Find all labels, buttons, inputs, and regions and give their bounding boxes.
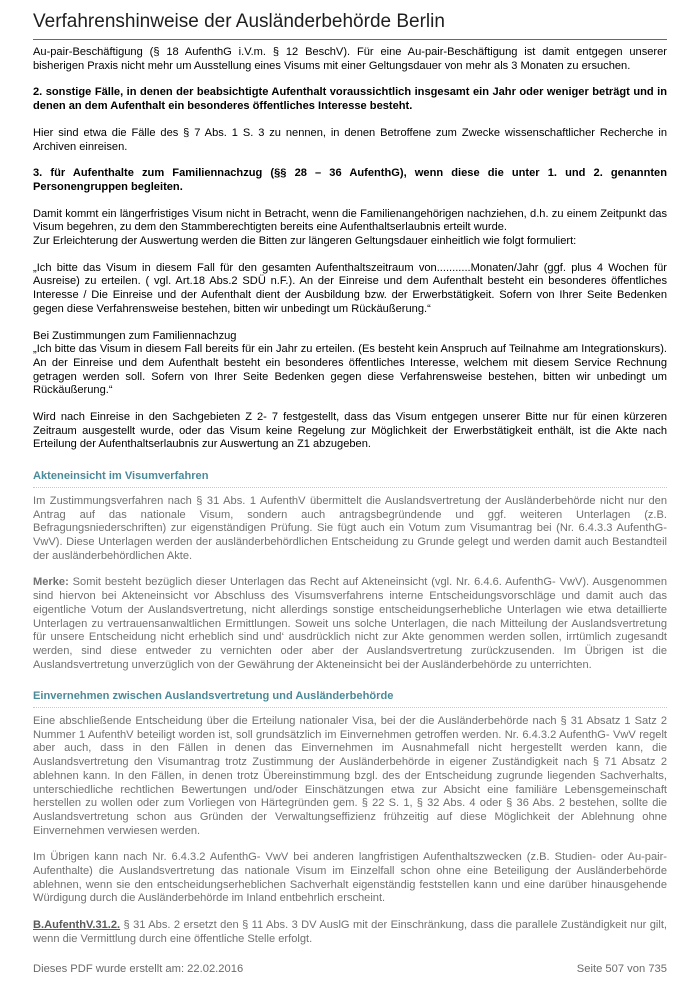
footer-page-number: Seite 507 von 735 xyxy=(576,963,667,975)
paragraph-archive: Hier sind etwa die Fälle des § 7 Abs. 1 S. 3 zu nennen, in denen Betroffene zum Zwecke wissenschaftlicher Recherche in Archiven einreisen. xyxy=(33,126,667,153)
paragraph-formulation: Zur Erleichterung der Auswertung werden die Bitten zur längeren Geltungsdauer einheitlich wie folgt formuliert: xyxy=(33,235,577,248)
paragraph-aufenthv-reference xyxy=(33,919,667,946)
quote-family-request: „Ich bitte das Visum in diesem Fall bereits für ein Jahr zu erteilen. (Es besteht kein Anspruch auf Teilnahme am Integrationskurs). An der Einreise und dem Aufenthalt besteht ein besonderes öffentliches Interesse, welchem mit diesem Service Rechnung getragen werden soll. Sofern von Ihrer Seite Bedenken gegen diese Verfahrensweise bestehen, bitten wir unbedingt um Rückäußerung.“ xyxy=(33,343,667,397)
page-footer xyxy=(33,963,667,975)
section-heading-file-inspection: Akteneinsicht im Visumverfahren xyxy=(33,470,667,488)
label-family-consent: Bei Zustimmungen zum Familiennachzug xyxy=(33,329,237,342)
paragraph-au-pair: Au-pair-Beschäftigung (§ 18 AufenthG i.V.m. § 12 BeschV). Für eine Au-pair-Beschäftigung ist damit entgegen unserer bisherigen Praxis nicht mehr um Ausstellung eines Visums mit einer Geltungsdauer von mehr als 3 Monaten zu ersuchen. xyxy=(33,46,667,72)
aufenthv-reference-text: § 31 Abs. 2 ersetzt den § 11 Abs. 3 DV AuslG mit der Einschränkung, dass die parallele Zuständigkeit nur gilt, wenn die Vermittlung durch eine öffentliche Stelle erfolgt. xyxy=(33,919,667,945)
quote-standard-request: „Ich bitte das Visum in diesem Fall für den gesamten Aufenthaltszeitraum von...........Monaten/Jahr (ggf. plus 4 Wochen für Ausreise) zu erteilen. ( vgl. Art.18 Abs.2 SDÜ n.F.). An der Einreise und dem Aufenthalt besteht ein besonderes öffentliches Interesse / Die Einreise und der Aufenthalt dient der Ausbildung bzw. der Erwerbstätigkeit. Sofern von Ihrer Seite Bedenken gegen diese Verfahrensweise bestehen, bitten wir unbedingt um Rückäußerung.“ xyxy=(33,261,667,315)
document-page xyxy=(33,10,667,947)
paragraph-after-entry: Wird nach Einreise in den Sachgebieten Z 2- 7 festgestellt, dass das Visum entgegen unserer Bitte nur für einen kürzeren Zeitraum ausgestellt wurde, oder das Visum keine Regelung zur Möglichkeit der Erwerbstätigkeit enthält, ist die Akte nach Erteilung der Aufenthaltserlaubnis zur Auswertung an Z1 abzugeben. xyxy=(33,411,667,451)
paragraph-final-decision: Eine abschließende Entscheidung über die Erteilung nationaler Visa, bei der die Ausländerbehörde nach § 31 Absatz 1 Satz 2 Nummer 1 AufenthV beteiligt worden ist, soll grundsätzlich im Einvernehmen getroffen werden. Nr. 6.4.3.2 AufenthG- VwV regelt aber auch, dass in den Fällen in denen das Einvernehmen im Ausnahmefall nicht hergestellt werden kann, die Auslandsvertretung den Visumantrag trotz Zustimmung der Ausländerbehörde in eigener Zuständigkeit nach § 71 Absatz 2 ablehnen kann. In den Fällen, in denen trotz Übereinstimmung bzgl. des der Entscheidung zugrunde liegenden Sachverhalts, unterschiedliche rechtlichen Bewertungen und/oder Einschätzungen etwa zur Absicht eine familiäre Lebensgemeinschaft herstellen zu wollen oder zum Vorliegen von Härtegründen gem. § 22 S. 1, § 32 Abs. 4 oder § 36 Abs. 2 bestehen, sollte die Auslandsvertretung schon aus Gründen der Verwaltungseffizienz frühzeitig auf diese Möglichkeit der Ablehnung ohne Einvernehmen verwiesen werden. xyxy=(33,715,667,837)
heading-case-3: 3. für Aufenthalte zum Familiennachzug (§§ 28 – 36 AufenthG), wenn diese die unter 1. und 2. genannten Personengruppen begleiten. xyxy=(33,167,667,193)
page-title: Verfahrenshinweise der Ausländerbehörde Berlin xyxy=(33,10,667,40)
merke-label: Merke: xyxy=(33,576,69,589)
paragraph-merke xyxy=(33,576,667,672)
paragraph-family-visa: Damit kommt ein längerfristiges Visum nicht in Betracht, wenn die Familienangehörigen nachziehen, d.h. zu einem Zeitpunkt das Visum begehren, zu dem den Stammberechtigten bereits eine Aufenthaltserlaubnis erteilt wurde. xyxy=(33,207,667,234)
section-heading-agreement: Einvernehmen zwischen Auslandsvertretung und Ausländerbehörde xyxy=(33,690,667,708)
merke-text: Somit besteht bezüglich dieser Unterlagen das Recht auf Akteneinsicht (vgl. Nr. 6.4.6. AufenthG- VwV). Ausgenommen sind hiervon bei Akteneinsicht vor Abschluss des Visumsverfahrens interne Entscheidungsvorschläge und damit auch das eigentliche Votum der Auslandsvertretung, nicht allerdings sonstige entscheidungserhebliche Unterlagen wie etwa detaillierte Unterlagen zu vertrauensanwaltlichen Ermittlungen. Soweit uns solche Unterlagen, die nach Mitteilung der Auslandsvertretung für unsere Entscheidung nicht erheblich sind und‘ ausdrücklich nicht zur Akte genommen werden sollen, irrtümlich zugesandt werden, sind diese entweder zu vernichten oder aber der Auslandsvertretung zurückzusenden. Im Übrigen ist die Auslandsvertretung unverzüglich von der Gewährung der Akteneinsicht bei der Ausländerbehörde zu unterrichten. xyxy=(33,576,667,671)
footer-created-date: Dieses PDF wurde erstellt am: 22.02.2016 xyxy=(33,963,244,975)
heading-case-2: 2. sonstige Fälle, in denen der beabsichtigte Aufenthalt voraussichtlich insgesamt ein Jahr oder weniger beträgt und in denen an dem Aufenthalt ein besonderes öffentliches Interesse besteht. xyxy=(33,86,667,113)
paragraph-consent-procedure: Im Zustimmungsverfahren nach § 31 Abs. 1 AufenthV übermittelt die Auslandsvertretung der Ausländerbehörde nicht nur den Antrag auf das nationale Visum, sondern auch antragsbegründende und ggf. weiteren Unterlagen (z.B. Befragungsniederschriften) zur eigenständigen Prüfung. Sie fügt auch ein Votum zum Visumantrag bei (Nr. 6.4.3.3 AufenthG- VwV). Diese Unterlagen werden der ausländerbehördlichen Entscheidung zu Grunde gelegt und werden damit auch Bestandteil der ausländerbehördlichen Akte. xyxy=(33,494,667,562)
aufenthv-31-2-link[interactable]: B.AufenthV.31.2. xyxy=(33,919,121,932)
paragraph-other-purposes: Im Übrigen kann nach Nr. 6.4.3.2 AufenthG- VwV bei anderen langfristigen Aufenthaltszwecken (z.B. Studien- oder Au-pair-Aufenthalte) die Auslandsvertretung das nationale Visum im Einzelfall schon ohne eine Beteiligung der Ausländerbehörde ablehnen, wenn sie den entscheidungserheblichen Sachverhalt eigenständig feststellen kann und eine darüber hinausgehende Würdigung durch die Ausländerbehörde im Inland entbehrlich erscheint. xyxy=(33,851,667,905)
